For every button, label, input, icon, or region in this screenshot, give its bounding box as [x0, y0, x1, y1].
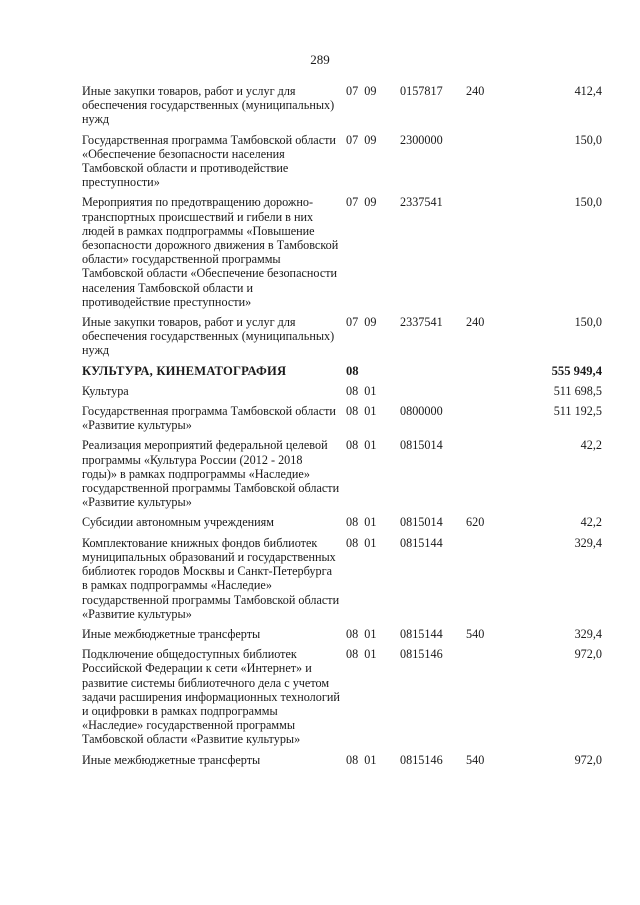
row-sum: 412,4	[574, 84, 602, 98]
row-expense-type: 540	[466, 752, 485, 767]
row-target-article: 2300000	[400, 132, 443, 147]
table-row	[82, 133, 602, 196]
row-name: Подключение общедоступных библиотек Российской Федерации к сети «Интернет» и развитие системы библиотечного дела с учетом задачи расширения информационных технологий и оцифровки в рамках подпрограммы «Наследие» государственной программы Тамбовской области «Развитие культуры»	[82, 647, 340, 747]
row-expense-type	[466, 536, 502, 627]
budget-table	[82, 84, 602, 773]
row-section-code: 07 09	[346, 132, 377, 147]
row-expense-type	[466, 647, 502, 752]
row-target-article: 2337541	[400, 315, 443, 330]
row-name: Культура	[82, 383, 129, 398]
row-expense-type: 620	[466, 515, 485, 530]
row-sum: 42,2	[580, 515, 602, 530]
row-target-article: 2337541	[400, 195, 443, 210]
row-sum: 150,0	[574, 315, 602, 330]
row-section-code: 08 01	[346, 535, 377, 550]
row-sum: 511 698,5	[553, 383, 602, 398]
row-target-article: 0815144	[400, 535, 443, 550]
row-name: Иные закупки товаров, работ и услуг для обеспечения государственных (муниципальных) нужд	[82, 315, 335, 358]
row-name: Иные межбюджетные трансферты	[82, 626, 261, 641]
row-sum: 555 949,4	[551, 363, 602, 378]
row-name: КУЛЬТУРА, КИНЕМАТОГРАФИЯ	[82, 363, 287, 378]
page-number: 289	[310, 52, 330, 67]
row-section-code: 08 01	[346, 752, 377, 767]
row-sum: 329,4	[574, 626, 602, 641]
row-target-article: 0157817	[400, 84, 443, 98]
row-name: Комплектование книжных фондов библиотек муниципальных образований и государственных библиотек городов Москвы и Санкт-Петербурга в рамках подпрограммы «Наследие» государственной программы Тамбовской области «Развитие культуры»	[82, 535, 340, 621]
row-section-code: 08	[346, 363, 359, 378]
row-section-code: 07 09	[346, 315, 377, 330]
row-target-article	[400, 364, 466, 384]
row-name: Субсидии автономным учреждениям	[82, 515, 274, 530]
row-expense-type	[466, 195, 502, 315]
row-target-article: 0815014	[400, 515, 443, 530]
table-row	[82, 404, 602, 438]
row-sum: 972,0	[574, 752, 602, 767]
table-row	[82, 195, 602, 315]
table-row	[82, 84, 602, 133]
row-name: Иные закупки товаров, работ и услуг для обеспечения государственных (муниципальных) нужд	[82, 84, 335, 127]
table-row	[82, 515, 602, 535]
row-expense-type	[466, 438, 502, 515]
row-expense-type	[466, 364, 502, 384]
table-row	[82, 315, 602, 364]
row-name: Мероприятия по предотвращению дорожно-транспортных происшествий и гибели в них людей в рамках подпрограммы «Повышение безопасности дорожного движения в Тамбовской области» государственной программы Тамбовской области «Обеспечение безопасности населения Тамбовской области и противодействие преступности»	[82, 195, 339, 309]
row-expense-type	[466, 404, 502, 438]
row-sum: 329,4	[574, 535, 602, 550]
budget-rows	[82, 84, 602, 773]
row-section-code: 08 01	[346, 383, 377, 398]
row-section-code: 08 01	[346, 438, 377, 453]
row-name: Реализация мероприятий федеральной целевой программы «Культура России (2012 - 2018 годы)» в рамках подпрограммы «Наследие» государственной программы Тамбовской области «Развитие культуры»	[82, 438, 340, 510]
row-name: Государственная программа Тамбовской области «Развитие культуры»	[82, 404, 336, 433]
table-row	[82, 364, 602, 384]
row-expense-type	[466, 384, 502, 404]
row-sum: 511 192,5	[553, 404, 602, 419]
row-target-article: 0815014	[400, 438, 443, 453]
row-expense-type: 240	[466, 315, 485, 330]
table-row	[82, 647, 602, 752]
row-section-code: 07 09	[346, 84, 377, 98]
row-expense-type: 540	[466, 626, 485, 641]
table-row	[82, 536, 602, 627]
row-target-article: 0815146	[400, 752, 443, 767]
row-target-article: 0800000	[400, 404, 443, 419]
row-target-article: 0815144	[400, 626, 443, 641]
row-section-code: 08 01	[346, 515, 377, 530]
row-sum: 150,0	[574, 195, 602, 210]
row-name: Иные межбюджетные трансферты	[82, 752, 261, 767]
row-section-code: 08 01	[346, 626, 377, 641]
row-sum: 972,0	[574, 647, 602, 662]
table-row	[82, 384, 602, 404]
row-section-code: 08 01	[346, 404, 377, 419]
row-sum: 42,2	[580, 438, 602, 453]
row-sum: 150,0	[574, 132, 602, 147]
table-row	[82, 438, 602, 515]
row-target-article: 0815146	[400, 647, 443, 662]
row-expense-type	[466, 133, 502, 196]
row-expense-type: 240	[466, 84, 485, 98]
row-section-code: 08 01	[346, 647, 377, 662]
table-row	[82, 753, 602, 773]
table-row	[82, 627, 602, 647]
row-section-code: 07 09	[346, 195, 377, 210]
row-target-article	[400, 384, 466, 404]
row-name: Государственная программа Тамбовской области «Обеспечение безопасности населения Тамбовской области и противодействие преступности»	[82, 132, 336, 190]
